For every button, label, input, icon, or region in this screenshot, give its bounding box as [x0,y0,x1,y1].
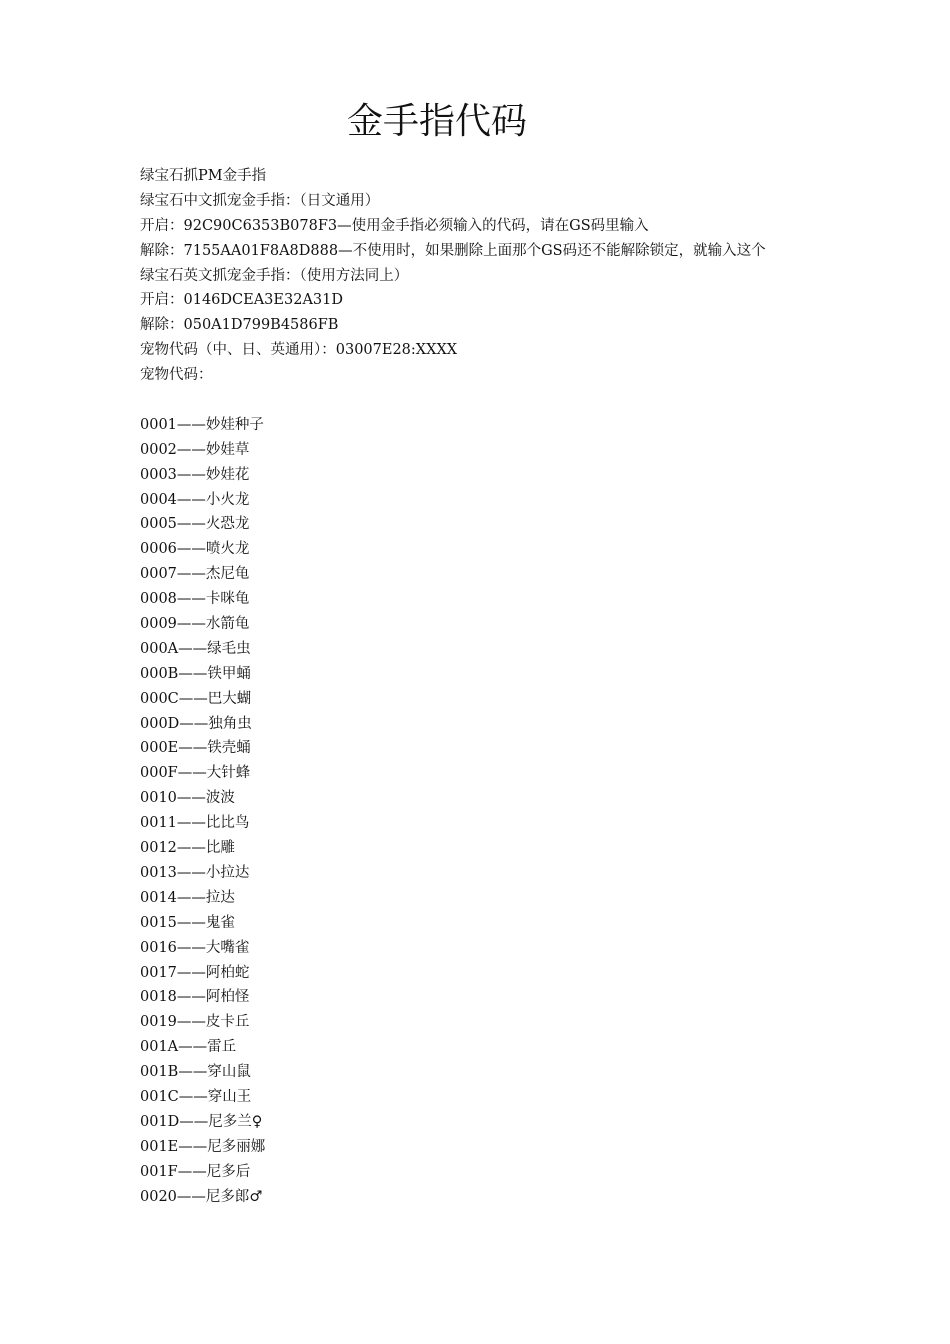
intro-line: 宠物代码（中、日、英通用）：03007E28:XXXX [140,342,458,359]
pet-code-item: 001D——尼多兰♀ [140,1113,263,1130]
pet-code-item: 0003——妙娃花 [140,466,250,483]
pet-code-list [140,413,920,1210]
pet-code-item: 0013——小拉达 [140,864,250,881]
pet-code-item: 0001——妙娃种子 [140,416,264,433]
pet-code-item: 0017——阿柏蛇 [140,964,250,981]
pet-code-item: 0018——阿柏怪 [140,989,250,1006]
pet-code-item: 0006——喷火龙 [140,541,250,558]
page-title: 金手指代码 [346,101,527,142]
intro-line: 绿宝石中文抓宠金手指：（日文通用） [140,192,380,209]
pet-code-item: 0002——妙娃草 [140,441,250,458]
intro-line: 开启：0146DCEA3E32A31D [140,292,343,309]
pet-code-item: 0019——皮卡丘 [140,1014,250,1031]
pet-code-item: 0009——水箭龟 [140,616,250,633]
pet-code-item: 000D——独角虫 [140,715,252,732]
intro-line: 解除：050A1D799B4586FB [140,317,339,334]
pet-code-item: 000C——巴大蝴 [140,690,252,707]
intro-line: 宠物代码： [140,367,213,384]
pet-code-item: 001B——穿山鼠 [140,1064,251,1081]
pet-code-item: 0008——卡咪龟 [140,591,250,608]
pet-code-item: 001F——尼多后 [140,1163,251,1180]
pet-code-item: 0015——鬼雀 [140,914,235,931]
pet-code-item: 0014——拉达 [140,889,235,906]
pet-code-item: 001A——雷丘 [140,1039,237,1056]
pet-code-item: 0010——波波 [140,790,235,807]
pet-code-item: 001E——尼多丽娜 [140,1138,266,1155]
pet-code-item: 000A——绿毛虫 [140,640,251,657]
intro-line: 绿宝石英文抓宠金手指：（使用方法同上） [140,267,409,284]
document-body [140,164,920,1209]
pet-code-item: 0007——杰尼龟 [140,566,250,583]
pet-code-item: 0020——尼多郎♂ [140,1188,263,1205]
pet-code-item: 001C——穿山王 [140,1088,252,1105]
intro-line: 绿宝石抓PM金手指 [140,168,267,184]
pet-code-item: 0011——比比鸟 [140,815,250,832]
blank-line [140,388,920,413]
pet-code-item: 0005——火恐龙 [140,516,250,533]
pet-code-item: 0016——大嘴雀 [140,939,250,956]
pet-code-item: 000B——铁甲蛹 [140,665,251,682]
pet-code-item: 0004——小火龙 [140,491,250,508]
intro-line: 解除：7155AA01F8A8D888—不使用时，如果删除上面那个GS码还不能解除锁定，就输入这个 [140,242,766,259]
pet-code-item: 0012——比雕 [140,840,235,857]
intro-line: 开启：92C90C6353B078F3—使用金手指必须输入的代码，请在GS码里输入 [140,217,649,234]
pet-code-item: 000F——大针蜂 [140,765,251,782]
pet-code-item: 000E——铁壳蛹 [140,740,251,757]
